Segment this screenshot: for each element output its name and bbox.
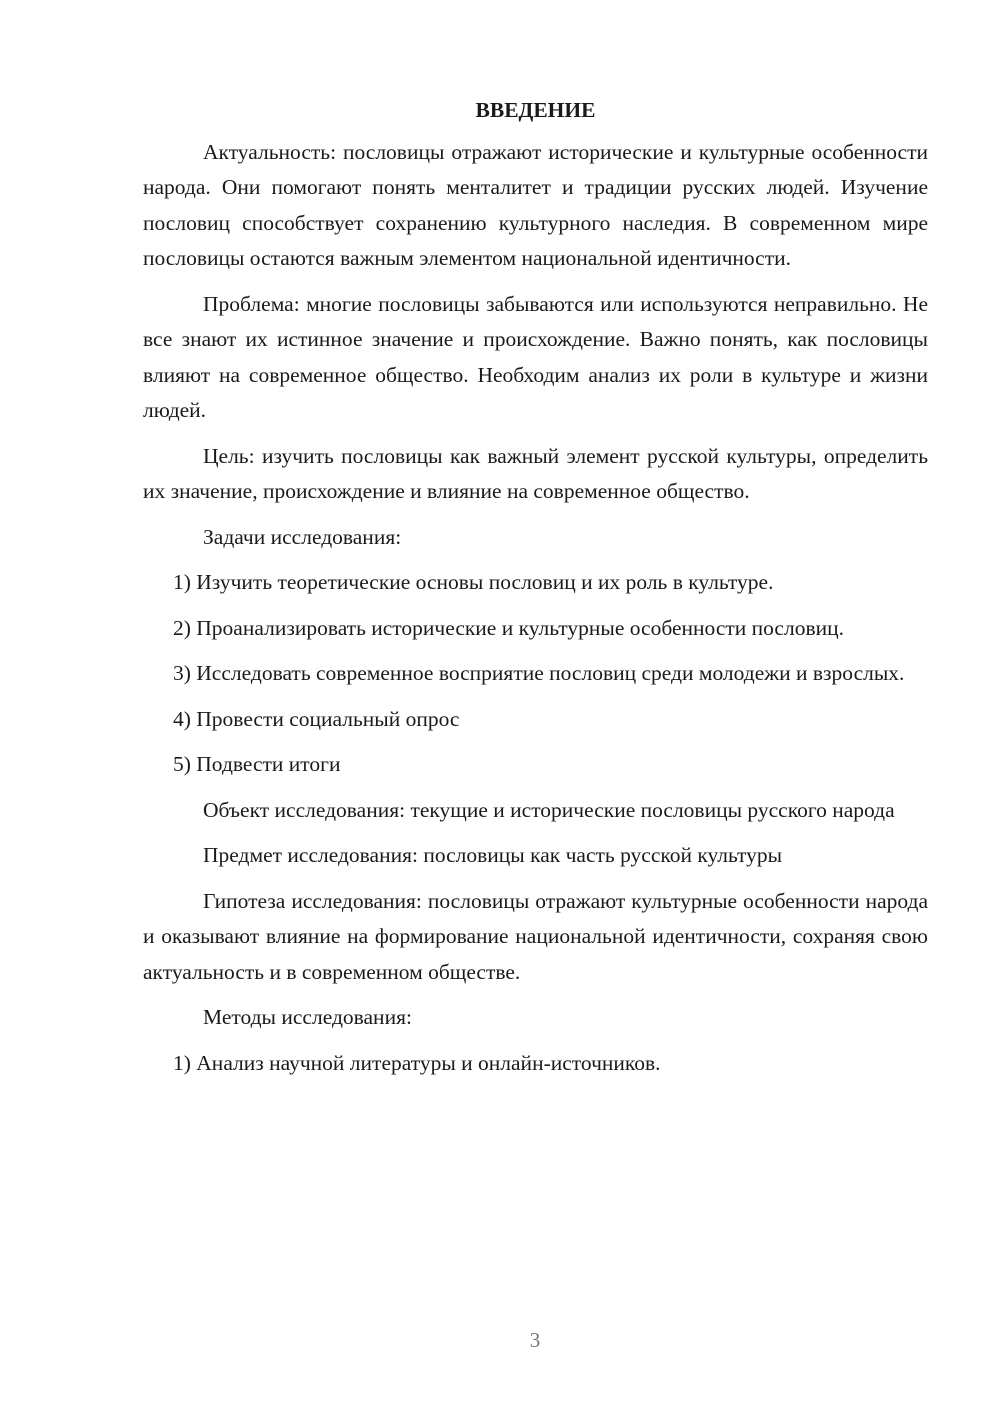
- document-page: [143, 93, 928, 1091]
- paragraph-hypothesis: Гипотеза исследования: пословицы отражают культурные особенности народа и оказывают влияние на формирование национальной идентичности, сохраняя свою актуальность и в современном обществе.: [143, 888, 928, 984]
- paragraph-object: Объект исследования: текущие и исторические пословицы русского народа: [203, 797, 895, 822]
- page-number: 3: [529, 1328, 541, 1352]
- task-item: 5) Подвести итоги: [173, 752, 341, 776]
- method-item: 1) Анализ научной литературы и онлайн-источников.: [173, 1050, 661, 1075]
- paragraph-goal: Цель: изучить пословицы как важный элемент русской культуры, определить их значение, происхождение и влияние на современное общество.: [143, 443, 928, 503]
- task-item: 4) Провести социальный опрос: [173, 706, 460, 731]
- task-item: 2) Проанализировать исторические и культурные особенности пословиц.: [173, 615, 844, 640]
- section-title: ВВЕДЕНИЕ: [475, 98, 596, 122]
- task-item: 3) Исследовать современное восприятие пословиц среди молодежи и взрослых.: [173, 661, 905, 685]
- task-item: 1) Изучить теоретические основы пословиц и их роль в культуре.: [173, 570, 774, 594]
- paragraph-subject: Предмет исследования: пословицы как часть русской культуры: [203, 843, 783, 867]
- paragraph-problem: Проблема: многие пословицы забываются или используются неправильно. Не все знают их истинное значение и происхождение. Важно понять, как пословицы влияют на современное общество. Необходим анализ их роли в культуре и жизни людей.: [143, 291, 928, 422]
- paragraph-relevance: Актуальность: пословицы отражают исторические и культурные особенности народа. Они помогают понять менталитет и традиции русских людей. Изучение пословиц способствует сохранению культурного наследия. В современном мире пословицы остаются важным элементом национальной идентичности.: [143, 139, 928, 270]
- tasks-heading: Задачи исследования:: [203, 524, 402, 549]
- methods-heading: Методы исследования:: [203, 1005, 412, 1029]
